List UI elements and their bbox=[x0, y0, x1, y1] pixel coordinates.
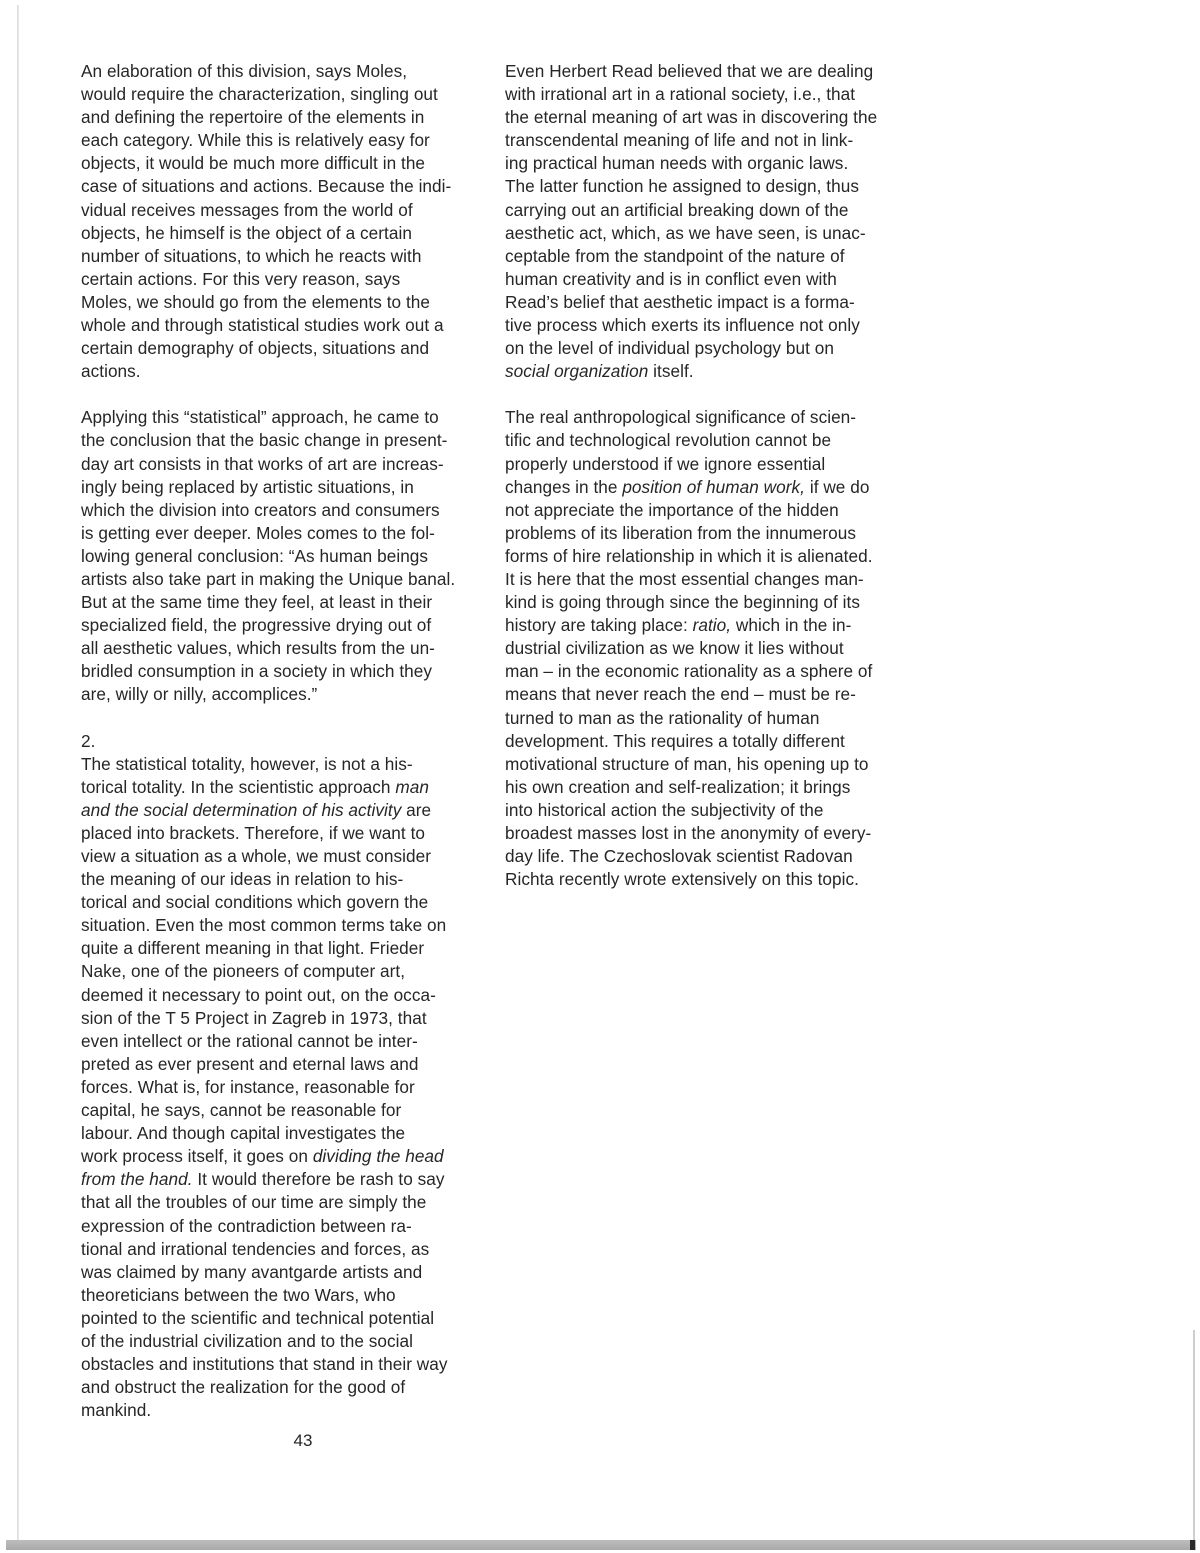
text-line bbox=[505, 476, 905, 499]
text-line bbox=[81, 1307, 481, 1330]
text-line: case of situations and actions. Because the indi- bbox=[81, 176, 452, 197]
text-line: An elaboration of this division, says Moles, bbox=[81, 61, 408, 81]
text-run: which in the in- bbox=[731, 615, 852, 636]
text-line bbox=[505, 660, 905, 683]
paragraph-statistical-totality bbox=[81, 753, 481, 1423]
text-run: day life. The Czechoslovak scientist Radovan bbox=[505, 846, 853, 867]
text-run: torical and social conditions which govern the bbox=[81, 892, 429, 913]
text-line bbox=[505, 429, 905, 452]
text-line bbox=[505, 222, 905, 245]
text-line bbox=[81, 868, 481, 891]
text-line bbox=[505, 337, 905, 360]
text-line: the conclusion that the basic change in present- bbox=[81, 430, 448, 451]
text-line: objects, it would be much more difficult in the bbox=[81, 153, 426, 174]
text-line bbox=[81, 1238, 481, 1261]
text-run: dustrial civilization as we know it lies without bbox=[505, 638, 844, 659]
text-line bbox=[505, 175, 905, 198]
text-run: not appreciate the importance of the hidden bbox=[505, 499, 839, 520]
text-run: theoreticians between the two Wars, who bbox=[81, 1284, 396, 1305]
text-run: tive process which exerts its influence not only bbox=[505, 315, 860, 336]
section-number: 2. bbox=[81, 730, 96, 751]
text-line bbox=[505, 683, 905, 706]
text-run: Nake, one of the pioneers of computer art, bbox=[81, 961, 406, 982]
text-line bbox=[81, 1215, 481, 1238]
text-line: bridled consumption in a society in which they bbox=[81, 661, 433, 682]
text-run: The latter function he assigned to design, thus bbox=[505, 176, 859, 197]
text-run: The real anthropological significance of scien- bbox=[505, 407, 857, 428]
italic-text: from the hand. bbox=[81, 1169, 193, 1190]
text-line bbox=[505, 545, 905, 568]
text-run: Read’s belief that aesthetic impact is a forma- bbox=[505, 291, 855, 312]
text-line bbox=[81, 799, 481, 822]
text-line bbox=[81, 1053, 481, 1076]
text-line bbox=[81, 984, 481, 1007]
text-line bbox=[81, 1122, 481, 1145]
text-run: situation. Even the most common terms take on bbox=[81, 915, 447, 936]
text-line: Applying this “statistical” approach, he came to bbox=[81, 407, 439, 428]
text-run: obstacles and institutions that stand in their way bbox=[81, 1354, 448, 1375]
text-line: certain demography of objects, situations and bbox=[81, 338, 430, 359]
text-run: carrying out an artificial breaking down of the bbox=[505, 199, 849, 220]
text-line bbox=[505, 845, 905, 868]
text-line bbox=[505, 522, 905, 545]
text-run: ing practical human needs with organic laws. bbox=[505, 153, 849, 174]
text-run: motivational structure of man, his opening up to bbox=[505, 753, 869, 774]
text-line: and defining the repertoire of the elements in bbox=[81, 107, 425, 128]
text-run: properly understood if we ignore essential bbox=[505, 453, 826, 474]
text-line: specialized field, the progressive drying out of bbox=[81, 615, 432, 636]
text-run: the meaning of our ideas in relation to his- bbox=[81, 869, 404, 890]
text-line: lowing general conclusion: “As human beings bbox=[81, 545, 429, 566]
text-line bbox=[505, 568, 905, 591]
page-number: 43 bbox=[293, 1431, 313, 1450]
text-run: Even Herbert Read believed that we are dealing bbox=[505, 61, 874, 81]
paragraph-herbert-read bbox=[505, 60, 905, 383]
text-line: ingly being replaced by artistic situations, in bbox=[81, 476, 414, 497]
text-line bbox=[81, 1007, 481, 1030]
text-run: work process itself, it goes on bbox=[81, 1146, 313, 1167]
text-run: of the industrial civilization and to the social bbox=[81, 1330, 414, 1351]
paragraph-statistical-approach bbox=[81, 406, 481, 706]
italic-text: man bbox=[395, 776, 429, 797]
text-line bbox=[505, 83, 905, 106]
text-run: It is here that the most essential changes man- bbox=[505, 568, 864, 589]
text-run: aesthetic act, which, as we have seen, is unac- bbox=[505, 222, 866, 243]
text-run: tific and technological revolution cannot be bbox=[505, 430, 832, 451]
text-run: with irrational art in a rational society, i.e., that bbox=[505, 84, 856, 105]
text-run: It would therefore be rash to say bbox=[192, 1169, 445, 1190]
left-column bbox=[81, 60, 481, 1445]
text-line: are, willy or nilly, accomplices.” bbox=[81, 684, 318, 705]
text-run: labour. And though capital investigates the bbox=[81, 1123, 406, 1144]
text-line: day art consists in that works of art are increas- bbox=[81, 453, 444, 474]
text-run: view a situation as a whole, we must consider bbox=[81, 846, 431, 866]
italic-text: dividing the head bbox=[312, 1146, 444, 1167]
text-line bbox=[81, 1099, 481, 1122]
text-line: each category. While this is relatively easy for bbox=[81, 130, 430, 151]
text-line bbox=[81, 1261, 481, 1284]
text-run: sion of the T 5 Project in Zagreb in 1973, that bbox=[81, 1007, 427, 1028]
text-run: placed into brackets. Therefore, if we want to bbox=[81, 822, 426, 843]
section-2 bbox=[81, 730, 481, 1423]
text-line: But at the same time they feel, at least in their bbox=[81, 592, 433, 613]
text-run: man – in the economic rationality as a sphere of bbox=[505, 661, 873, 682]
text-line bbox=[505, 199, 905, 222]
text-run: even intellect or the rational cannot be inter- bbox=[81, 1030, 418, 1051]
text-run: torical totality. In the scientistic approach bbox=[81, 776, 396, 797]
italic-text: ratio, bbox=[692, 615, 732, 636]
text-run: his own creation and self-realization; it brings bbox=[505, 776, 851, 797]
text-line bbox=[505, 799, 905, 822]
text-line: whole and through statistical studies work out a bbox=[81, 315, 444, 336]
text-line bbox=[505, 314, 905, 337]
text-line bbox=[505, 60, 905, 83]
text-run: expression of the contradiction between ra- bbox=[81, 1215, 412, 1236]
text-run: history are taking place: bbox=[505, 615, 693, 636]
text-line bbox=[505, 822, 905, 845]
scan-edge-left bbox=[17, 5, 19, 1540]
text-run: are bbox=[401, 799, 432, 820]
text-line bbox=[505, 291, 905, 314]
italic-text: social organization bbox=[505, 361, 649, 382]
text-run: changes in the bbox=[505, 476, 623, 497]
text-line bbox=[81, 1353, 481, 1376]
text-run: transcendental meaning of life and not in link- bbox=[505, 130, 854, 151]
text-run: into historical action the subjectivity of the bbox=[505, 799, 824, 820]
text-line: would require the characterization, singling out bbox=[81, 84, 438, 105]
text-run: and obstruct the realization for the good of bbox=[81, 1377, 406, 1398]
text-run: deemed it necessary to point out, on the occa- bbox=[81, 984, 436, 1005]
text-line bbox=[81, 1076, 481, 1099]
text-line bbox=[505, 360, 905, 383]
text-line: certain actions. For this very reason, says bbox=[81, 268, 401, 289]
text-run: turned to man as the rationality of human bbox=[505, 707, 820, 728]
text-line bbox=[505, 591, 905, 614]
text-run: if we do bbox=[805, 476, 870, 497]
text-line bbox=[505, 499, 905, 522]
text-line bbox=[81, 776, 481, 799]
text-run: that all the troubles of our time are simply the bbox=[81, 1192, 427, 1213]
scan-corner-mark bbox=[1190, 1540, 1195, 1550]
text-line bbox=[505, 152, 905, 175]
paragraph-anthropological-significance bbox=[505, 406, 905, 891]
text-run: on the level of individual psychology but on bbox=[505, 338, 834, 359]
text-run: tional and irrational tendencies and forces, as bbox=[81, 1238, 430, 1259]
text-line: artists also take part in making the Unique banal. bbox=[81, 568, 456, 589]
text-line: all aesthetic values, which results from the un- bbox=[81, 638, 435, 659]
text-line bbox=[81, 1168, 481, 1191]
text-run: mankind. bbox=[81, 1400, 152, 1421]
paragraph-moles-elaboration bbox=[81, 60, 481, 383]
text-line: number of situations, to which he reacts with bbox=[81, 245, 422, 266]
text-run: the eternal meaning of art was in discovering the bbox=[505, 107, 878, 128]
text-run: itself. bbox=[648, 361, 694, 382]
text-line bbox=[81, 960, 481, 983]
text-run: human creativity and is in conflict even with bbox=[505, 268, 837, 289]
text-line bbox=[81, 1191, 481, 1214]
text-line bbox=[81, 914, 481, 937]
text-run: means that never reach the end – must be re- bbox=[505, 684, 856, 705]
text-run: development. This requires a totally different bbox=[505, 730, 845, 751]
text-run: broadest masses lost in the anonymity of every- bbox=[505, 823, 872, 843]
text-line bbox=[81, 1330, 481, 1353]
text-line bbox=[81, 1145, 481, 1168]
text-run: The statistical totality, however, is not a his- bbox=[81, 753, 413, 774]
text-run: preted as ever present and eternal laws and bbox=[81, 1053, 419, 1074]
text-run: pointed to the scientific and technical potential bbox=[81, 1307, 435, 1328]
text-line bbox=[505, 753, 905, 776]
text-run: quite a different meaning in that light. Frieder bbox=[81, 938, 425, 959]
text-run: kind is going through since the beginning of its bbox=[505, 592, 860, 613]
text-run: capital, he says, cannot be reasonable for bbox=[81, 1100, 402, 1121]
text-line bbox=[81, 1284, 481, 1307]
text-line bbox=[505, 268, 905, 291]
text-run: problems of its liberation from the innumerous bbox=[505, 522, 856, 543]
text-run: was claimed by many avantgarde artists and bbox=[81, 1261, 423, 1282]
text-line bbox=[505, 614, 905, 637]
scan-edge-bottom bbox=[6, 1540, 1196, 1550]
text-line bbox=[505, 245, 905, 268]
text-line bbox=[505, 707, 905, 730]
text-line bbox=[81, 937, 481, 960]
text-line bbox=[81, 1376, 481, 1399]
text-line: is getting ever deeper. Moles comes to the fol- bbox=[81, 522, 435, 543]
text-run: forces. What is, for instance, reasonable for bbox=[81, 1076, 415, 1097]
text-line bbox=[505, 776, 905, 799]
text-line: actions. bbox=[81, 361, 141, 382]
text-line bbox=[81, 822, 481, 845]
text-line bbox=[81, 1399, 481, 1422]
text-line: objects, he himself is the object of a certain bbox=[81, 222, 412, 243]
text-line bbox=[505, 453, 905, 476]
text-line bbox=[505, 129, 905, 152]
text-line bbox=[81, 891, 481, 914]
scan-edge-right bbox=[1193, 1330, 1195, 1542]
text-run: ceptable from the standpoint of the nature of bbox=[505, 245, 845, 266]
text-run: forms of hire relationship in which it is alienated. bbox=[505, 545, 873, 566]
text-line bbox=[505, 868, 905, 891]
text-line bbox=[505, 406, 905, 429]
text-line bbox=[505, 730, 905, 753]
text-line: Moles, we should go from the elements to the bbox=[81, 291, 430, 312]
italic-text: and the social determination of his activity bbox=[81, 799, 402, 820]
text-line: vidual receives messages from the world of bbox=[81, 199, 413, 220]
text-line bbox=[81, 845, 481, 868]
text-line bbox=[81, 753, 481, 776]
text-run: Richta recently wrote extensively on this topic. bbox=[505, 869, 859, 890]
text-line: which the division into creators and consumers bbox=[81, 499, 440, 520]
text-line bbox=[81, 1030, 481, 1053]
right-column bbox=[505, 60, 905, 914]
text-line bbox=[505, 106, 905, 129]
italic-text: position of human work, bbox=[622, 476, 805, 497]
text-line bbox=[505, 637, 905, 660]
